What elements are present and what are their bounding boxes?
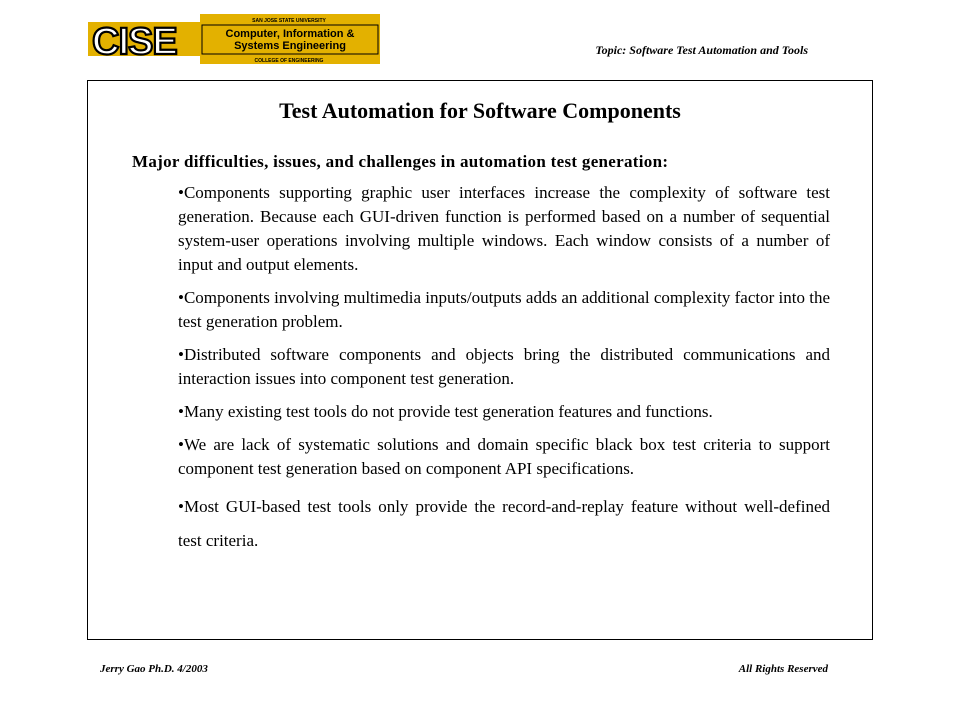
bullet-text: Most GUI-based test tools only provide the record-and-replay feature without well-defined test criteria. xyxy=(178,497,830,550)
bullet-icon: • xyxy=(178,183,184,202)
bullet-text: Components involving multimedia inputs/outputs adds an additional complexity factor into the test generation problem. xyxy=(178,288,830,331)
bullet-item xyxy=(178,181,830,277)
bullet-text: Many existing test tools do not provide test generation features and functions. xyxy=(183,402,713,421)
bullet-item xyxy=(178,490,830,558)
bullet-list xyxy=(178,181,830,567)
logo-college: COLLEGE OF ENGINEERING xyxy=(254,58,324,64)
footer-rights: All Rights Reserved xyxy=(738,663,828,675)
bullet-icon: • xyxy=(178,402,184,421)
bullet-item xyxy=(178,400,830,424)
slide-subtitle: Major difficulties, issues, and challenges in automation test generation: xyxy=(132,152,669,171)
topic-label: Topic: Software Test Automation and Tools xyxy=(595,43,808,57)
footer-author: Jerry Gao Ph.D. 4/2003 xyxy=(100,663,208,675)
bullet-item xyxy=(178,343,830,391)
logo-letters: CISE xyxy=(92,21,177,63)
bullet-icon: • xyxy=(178,288,184,307)
logo-line1: Computer, Information & xyxy=(225,28,355,40)
bullet-text: Components supporting graphic user interfaces increase the complexity of software test generation. Because each GUI-driven function is performed based on a number of sequential system-user operations involving multiple windows. Each window consists of a number of input and output elements. xyxy=(178,183,830,274)
cise-logo xyxy=(88,14,380,66)
slide-frame xyxy=(87,80,873,640)
bullet-item xyxy=(178,433,830,481)
bullet-icon: • xyxy=(178,345,184,364)
slide-title: Test Automation for Software Components xyxy=(279,98,681,123)
bullet-icon: • xyxy=(178,435,184,454)
bullet-icon: • xyxy=(178,497,184,516)
bullet-item xyxy=(178,286,830,334)
bullet-text: Distributed software components and objects bring the distributed communications and interaction issues into component test generation. xyxy=(178,345,830,388)
logo-university: SAN JOSE STATE UNIVERSITY xyxy=(252,18,326,24)
logo-line2: Systems Engineering xyxy=(234,40,346,52)
bullet-text: We are lack of systematic solutions and domain specific black box test criteria to support component test generation based on component API specifications. xyxy=(178,435,830,478)
